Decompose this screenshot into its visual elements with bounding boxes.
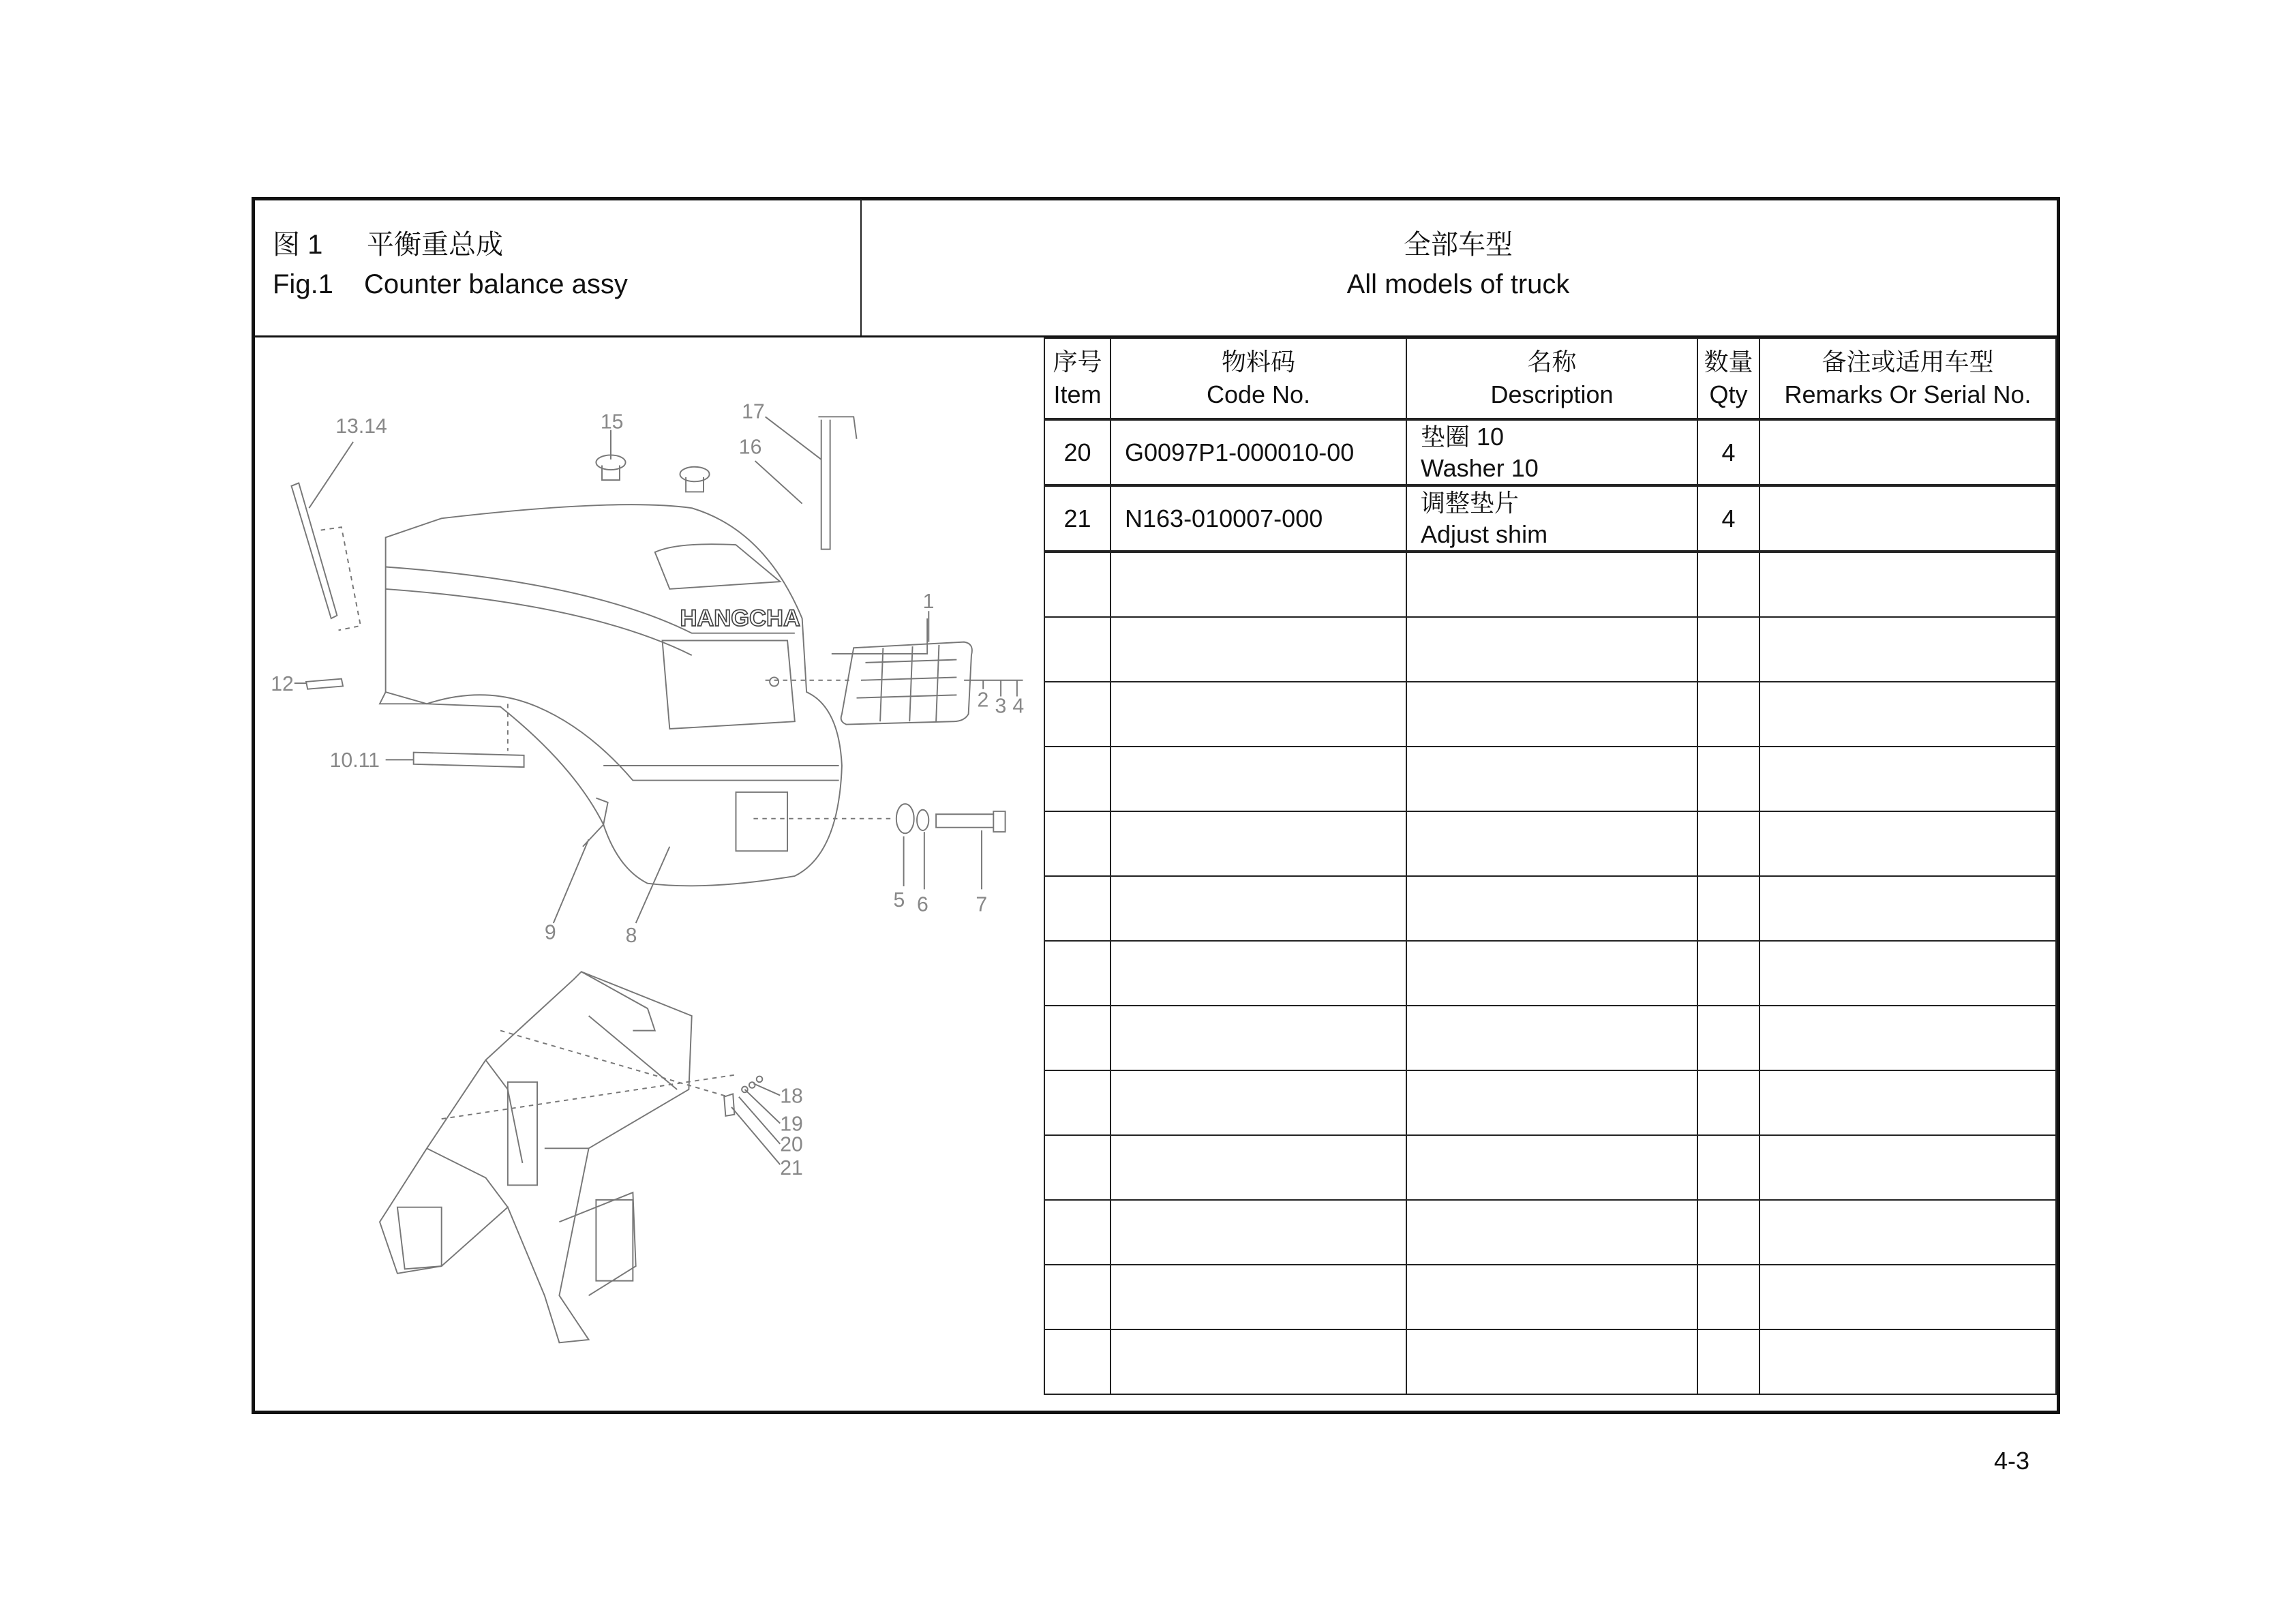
qty-cell: 4	[1697, 485, 1759, 552]
col-remarks: 备注或适用车型 Remarks Or Serial No.	[1759, 338, 2056, 419]
callout-label: 12	[271, 672, 294, 695]
title-en: Counter balance assy	[364, 269, 628, 299]
callout-label: 20	[780, 1133, 803, 1156]
callout-label: 17	[742, 400, 765, 423]
title-cn: 平衡重总成	[367, 230, 503, 260]
description-cell: 调整垫片 Adjust shim	[1406, 485, 1697, 552]
callout-label: 5	[893, 889, 905, 912]
col-code: 物料码 Code No.	[1111, 338, 1406, 419]
callout-label: 13.14	[335, 415, 387, 438]
callout-label: 19	[780, 1113, 803, 1136]
item-cell: 21	[1044, 485, 1111, 552]
callout-label: 15	[600, 410, 624, 434]
callout-label: 9	[544, 921, 556, 944]
callout-label: 6	[917, 893, 928, 916]
brand-logo: HANGCHA	[680, 605, 800, 631]
counterweight-frame	[380, 972, 692, 1342]
fig-number-en: Fig.1	[273, 269, 333, 299]
callout-label: 1	[922, 590, 935, 613]
code-cell: G0097P1-000010-00	[1111, 419, 1406, 485]
callout-label: 18	[780, 1085, 803, 1108]
models-en: All models of truck	[1346, 269, 1570, 299]
qty-cell: 4	[1697, 419, 1759, 485]
description-cell: 垫圈 10 Washer 10	[1406, 419, 1697, 485]
callout-label: 10.11	[329, 749, 380, 772]
fig-number-cn: 图 1	[273, 230, 323, 260]
callout-label: 2	[977, 689, 989, 712]
callout-label: 4	[1012, 695, 1025, 718]
col-description: 名称 Description	[1406, 338, 1697, 419]
counterweight-body	[386, 505, 842, 886]
col-qty: 数量 Qty	[1697, 338, 1759, 419]
code-cell: N163-010007-000	[1111, 485, 1406, 552]
col-item: 序号 Item	[1044, 338, 1111, 419]
callout-label: 21	[780, 1157, 803, 1180]
page-number: 4-3	[1994, 1447, 2030, 1475]
callout-label: 8	[625, 924, 637, 948]
models-cn: 全部车型	[1404, 230, 1513, 260]
callout-label: 3	[995, 695, 1007, 718]
callout-label: 7	[976, 893, 988, 916]
callout-label: 16	[738, 436, 762, 459]
item-cell: 20	[1044, 419, 1111, 485]
